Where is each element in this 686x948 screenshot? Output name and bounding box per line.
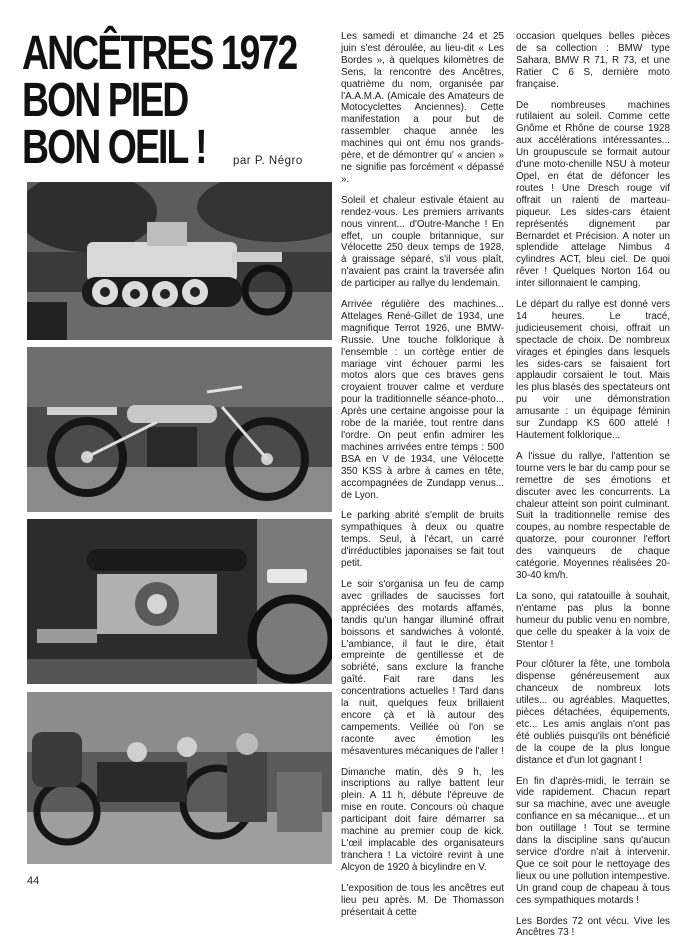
title-line: ANCÊTRES 1972 [22, 27, 297, 80]
photo-sidecar-people [27, 692, 332, 864]
byline: par P. Négro [233, 155, 303, 167]
paragraph: Dimanche matin, dès 9 h, les inscriptions au rallye battent leur plein. A 11 h, débute l'épreuve de mise en route. Concours où chaque participant doit faire démarrer sa machine au premier coup de kick. L'œil implacable des organisateurs tranchera ! La victoire revint à une Alcyon de 1920 à bicylindre en V. [341, 766, 504, 873]
paragraph: Pour clôturer la fête, une tombola dispense généreusement aux chanceux de nombreux lots utiles... ou agréables. Maquettes, pièces détachées, équipements, etc... Les amis anglais n'ont pas été oubliés puisqu'ils ont bénéficié de la coupe de la plus longue distance et d'un lot gagnant ! [516, 659, 670, 766]
title-line: BON PIED [22, 74, 188, 127]
page-number: 44 [27, 875, 40, 887]
paragraph: Les samedi et dimanche 24 et 25 juin s'est déroulée, au lieu-dit « Les Bordes », à quelques kilomètres de Sens, la rencontre des Ancêtres, quatrième du nom, organisée par l'A.A.M.A. (Amicale des Amateurs de Motocyclettes Anciennes). Cette manifestation a pour but de rassembler chaque année les machines qui ont ému nos grands-père, et de démontrer qu' « ancien » ne signifie pas forcément « dépassé ». [341, 31, 504, 185]
paragraph: La sono, qui ratatouille à souhait, n'entame pas plus la bonne humeur du public venu en nombre, que celle du speaker à la voix de Stentor ! [516, 590, 670, 650]
paragraph: L'exposition de tous les ancêtres eut lieu peu après. M. De Thomasson présentait à cette [341, 882, 504, 918]
paragraph: Les Bordes 72 ont vécu. Vive les Ancêtres 73 ! [516, 915, 670, 939]
photo-halftrack-motorcycle [27, 182, 332, 340]
paragraph: Le soir s'organisa un feu de camp avec grillades de saucisses fort appréciées des motards affamés, tandis qu'un hangar illuminé offrait boissons et sandwiches à volonté. L'ambiance, il faut le dire, était empreinte de gentillesse et de sobriété, sans exclure la franche gaîté. Fait rare dans les concentrations actuelles ! Tard dans la nuit, quelques feux brillaient encore çà et là autour des campements. Veillée où l'on se raconte avec émotion les mésaventures mécaniques de l'aller ! [341, 578, 504, 757]
article-title [22, 27, 297, 174]
paragraph: Le départ du rallye est donné vers 14 heures. Le tracé, judicieusement choisi, offrait un spectacle de choix. De nombreux virages et épingles dans lesquels les sides-cars se faisaient fort applaudir corsaient le tout. Mais les plus blasés des spectateurs ont pu voir une démonstration amusante : un équipage féminin sur Zundapp KS 600 attelé ! Hautement folklorique... [516, 299, 670, 441]
paragraph: A l'issue du rallye, l'attention se tourne vers le bar du camp pour se remettre de ses émotions et discuter avec les concurrents. La chaleur atteint son point culminant. Suit la traditionnelle remise des coupes, au nombre respectable de quatorze, pour couronner l'effort des vainqueurs de chaque catégorie. Moyennes réalisées 20-30-40 km/h. [516, 450, 670, 581]
photo-motorcycle-closeup [27, 519, 332, 684]
paragraph: Arrivée régulière des machines... Attelages René-Gillet de 1934, une magnifique Terrot 1926, une BMW-Russie. Une touche folklorique à l'ensemble : un cortège entier de mariage vint échouer parmi les motos alors que ces braves gens croyaient trouver calme et verdure pour la traditionnelle séance-photo... Après une certaine angoisse pour la robe de la mariée, tout rentre dans l'ordre. On peut enfin admirer les machines arrivées entre temps : 500 BSA en V de 1934, une Vélocette 350 KSS à arbre à cames en tête, accompagnées de Zundapp venus... de Lyon. [341, 299, 504, 501]
paragraph: Soleil et chaleur estivale étaient au rendez-vous. Les premiers arrivants nous vinrent... d'Outre-Manche ! En effet, un couple britannique, sur Vélocette 250 deux temps de 1928, à graissage séparé, s'il vous plaît, n'avaient pas craint la traversée afin de participer au rallye du lendemain. [341, 194, 504, 290]
paragraph: En fin d'après-midi, le terrain se vide rapidement. Chacun repart sur sa machine, avec une aveugle confiance en sa mécanique... et un bon outillage ! Tout se termine dans la discipline sans qu'aucun service d'ordre n'ait à intervenir. Que ce soit pour le nettoyage des lieux ou une pollution intempestive. Un grand coup de chapeau à tous ces sympathiques motards ! [516, 775, 670, 906]
title-line: BON OEIL ! [22, 121, 206, 174]
text-column-2 [516, 31, 670, 948]
paragraph: De nombreuses machines rutilaient au soleil. Comme cette Gnôme et Rhône de course 1928 aux accélérations intéressantes... Un groupuscule se formait autour d'une moto-chenille NSU à moteur Opel, en état de défoncer les routes ! Une Dresch rouge vif offrait un ralenti de marteau-piqueur. Les sides-cars étaient représentés dignement par Bernardet et Précision. A noter un splendide attelage Nimbus 4 cylindres ACT, bleu ciel. De quoi rêver ! Quelques Norton 164 ou inter sillonnaient le camping. [516, 99, 670, 290]
text-column-1 [341, 31, 504, 927]
photo-vintage-motorcycle [27, 347, 332, 512]
paragraph: Le parking abrité s'emplit de bruits sympathiques à deux ou quatre temps. Seul, à l'écart, un carré d'irréductibles japonaises se fait tout petit. [341, 510, 504, 570]
paragraph: occasion quelques belles pièces de sa collection : BMW type Sahara, BMW R 71, R 73, et une Ratier C 6 S, dernière moto française. [516, 31, 670, 90]
